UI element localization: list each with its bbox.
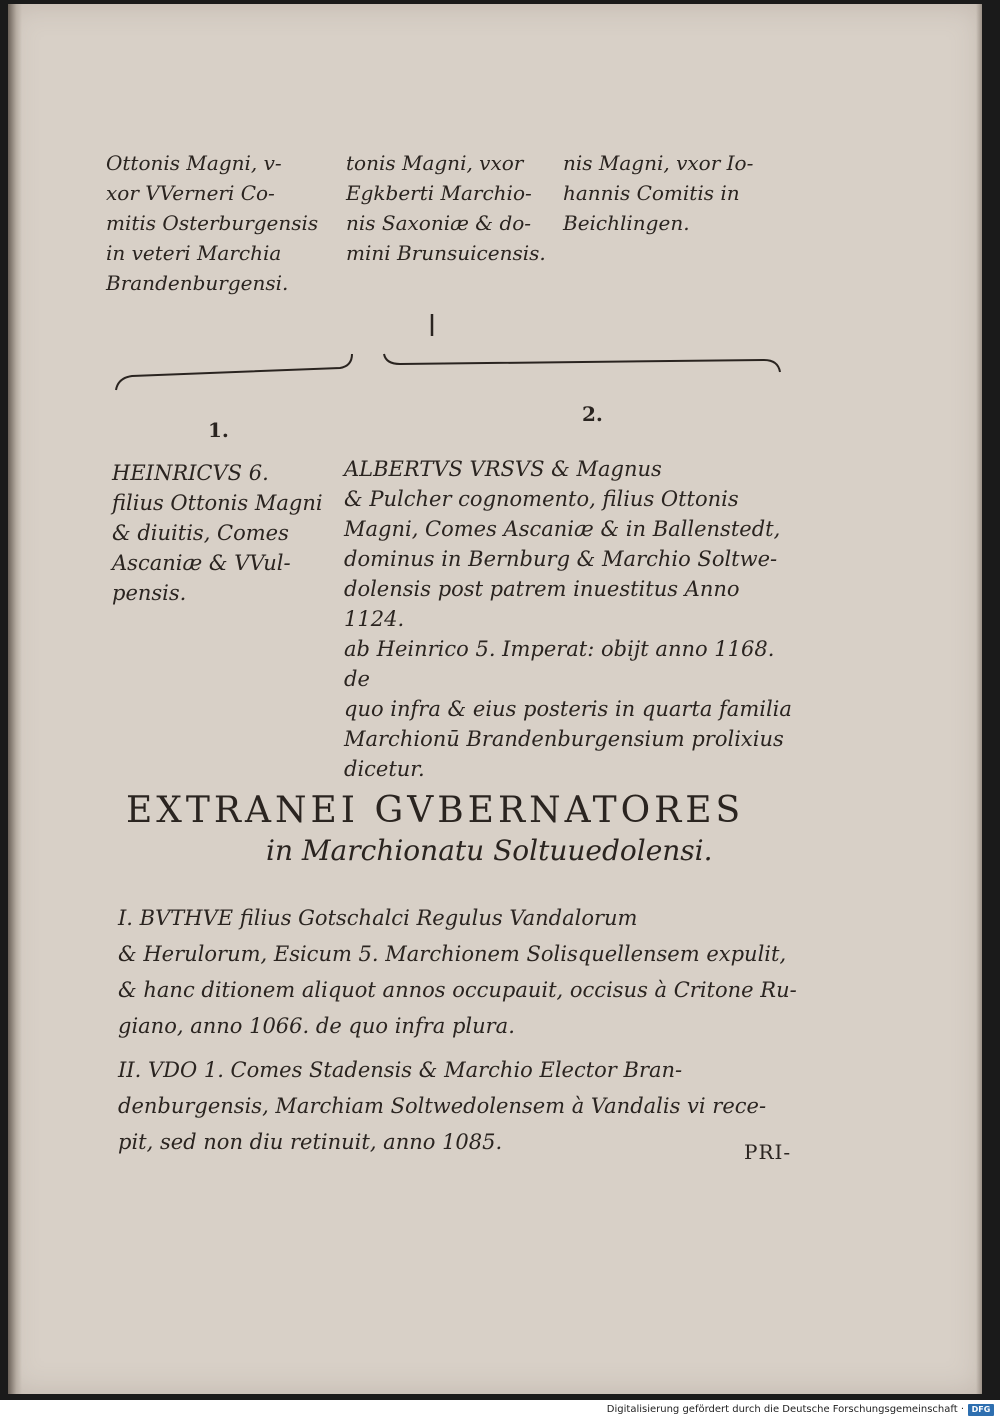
footer-credit: Digitalisierung gefördert durch die Deutsche Forschungsgemeinschaft · (606, 1404, 964, 1415)
paragraph-buthue: I. BVTHVE filius Gotschalci Regulus Vandalorum & Herulorum, Esicum 5. Marchionem Solisquellensem expulit, & hanc ditionem aliquot annos occupauit, occisus à Critone Ru- giano, anno 1066. de quo infra plura. (118, 906, 797, 1038)
book-page (8, 4, 982, 1394)
page-edge-shadow (976, 4, 982, 1394)
section-heading: EXTRANEI GVBERNATORES (126, 790, 745, 831)
right-brace (384, 354, 780, 372)
top-column-3: nis Magni, vxor Io- hannis Comitis in Beichlingen. (563, 151, 754, 235)
heinricus-entry: HEINRICVS 6. filius Ottonis Magni & diuitis, Comes Ascaniæ & VVul- pensis. (112, 461, 323, 605)
number-1: 1. (208, 418, 229, 442)
section-subheading: in Marchionatu Soltuuedolensi. (266, 834, 713, 867)
top-column-1: Ottonis Magni, v- xor VVerneri Co- mitis Osterburgensis in veteri Marchia Brandenburgensi. (106, 151, 319, 295)
dfg-logo: DFG (968, 1404, 994, 1416)
number-2: 2. (582, 402, 603, 426)
footer-bar (0, 1400, 1000, 1420)
left-brace (116, 354, 352, 390)
top-column-2: tonis Magni, vxor Egkberti Marchio- nis Saxoniæ & do- mini Brunsuicensis. (346, 151, 546, 265)
page-gutter-shadow (8, 4, 22, 1394)
catchword: PRI- (744, 1140, 792, 1164)
albertus-entry: ALBERTVS VRSVS & Magnus & Pulcher cognomento, filius Ottonis Magni, Comes Ascaniæ & in Ballenstedt, dominus in Bernburg & Marchio Soltwe- dolensis post patrem inuestitus Anno 1124. ab Heinrico 5. Imperat: obijt anno 1168. de quo infra & eius posteris in quarta familia Marchionū Brandenburgensium prolixius dicetur. (344, 457, 792, 781)
paragraph-udo: II. VDO 1. Comes Stadensis & Marchio Elector Bran- denburgensis, Marchiam Soltwedolensem à Vandalis vi rece- pit, sed non diu retinuit, anno 1085. (118, 1058, 767, 1154)
